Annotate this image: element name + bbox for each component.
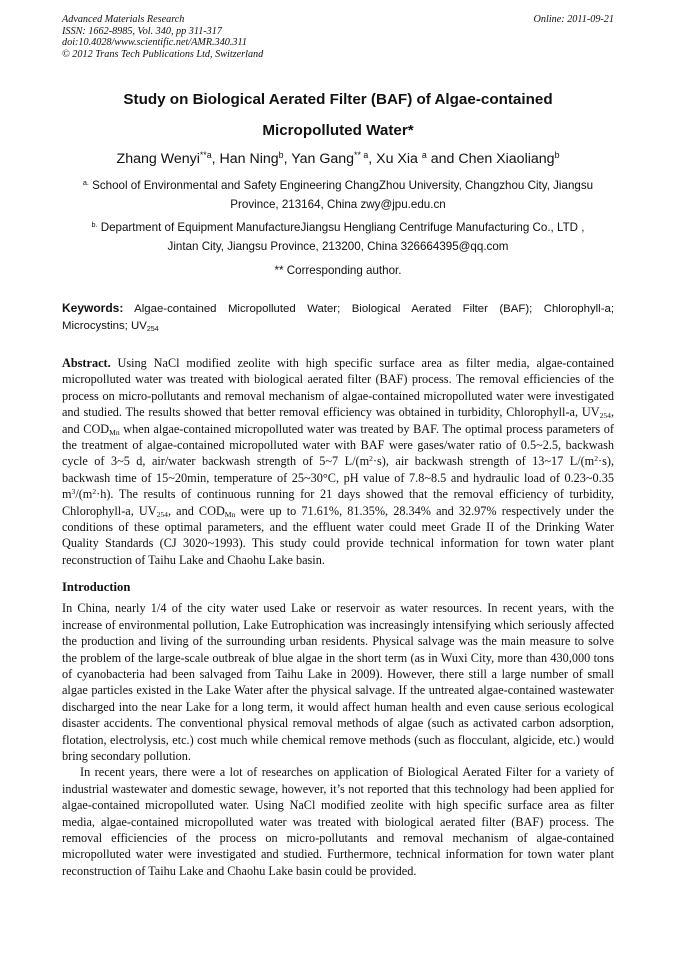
affiliation-text: School of Environmental and Safety Engineering ChangZhou University, Changzhou City, Jiangsu xyxy=(88,179,594,192)
abstract-subscript: Mn xyxy=(224,509,236,519)
online-date: Online: 2011-09-21 xyxy=(533,14,614,25)
author-mark: b xyxy=(554,150,560,161)
affiliation-a xyxy=(62,176,614,214)
abstract-superscript: 2 xyxy=(369,454,373,464)
section-heading-introduction: Introduction xyxy=(62,580,131,595)
abstract-subscript: Mn xyxy=(109,427,120,437)
abstract xyxy=(62,355,614,568)
abstract-superscript: 3 xyxy=(71,487,76,497)
abstract-text: ·s), backwash time of 15~20min, temperature of 25~30°C, pH value of 7.8~8.5 and hydraulic load of 0.23~0.35 m xyxy=(62,454,615,502)
author-name: , Xu Xia xyxy=(368,151,422,167)
affiliation-mark: a. xyxy=(82,178,89,188)
affiliation-text: Department of Equipment ManufactureJiangsu Hengliang Centrifuge Manufacturing Co., LTD , xyxy=(97,221,585,234)
abstract-text: ·h). The results of continuous running for 21 days showed that the removal efficiency of turbidity, Chlorophyll-a, UV xyxy=(62,487,614,518)
affiliation-text: Jintan City, Jiangsu Province, 213200, China 326664395@qq.com xyxy=(167,240,509,253)
affiliation-mark: b. xyxy=(91,220,98,230)
keywords-label: Keywords: xyxy=(62,301,124,315)
issn-line: ISSN: 1662-8985, Vol. 340, pp 311-317 xyxy=(62,25,222,37)
author-list xyxy=(62,148,614,170)
abstract-text: /(m xyxy=(75,487,93,502)
corresponding-author-note: ** Corresponding author. xyxy=(274,264,402,277)
keywords-text: Algae-contained Micropolluted Water; Biological Aerated Filter (BAF); Chlorophyll-a; Microcystins; UV xyxy=(62,303,614,332)
paper-title xyxy=(62,84,614,146)
abstract-text: , and COD xyxy=(62,405,614,436)
abstract-superscript: 2 xyxy=(92,487,97,497)
abstract-text: , and COD xyxy=(167,503,225,518)
author-mark: ** a xyxy=(354,150,369,161)
title-line-2: Micropolluted Water* xyxy=(262,122,414,139)
affiliation-text: Province, 213164, China zwy@jpu.edu.cn xyxy=(230,198,446,211)
keywords-subscript: 254 xyxy=(146,325,159,333)
title-line-1: Study on Biological Aerated Filter (BAF) of Algae-contained xyxy=(123,91,553,108)
copyright-line: © 2012 Trans Tech Publications Ltd, Switzerland xyxy=(62,48,264,60)
abstract-subscript: 254 xyxy=(599,411,611,421)
abstract-text: Using NaCl modified zeolite with high specific surface area as filter media, algae-contained micropolluted water was treated with biological aerated filter (BAF) process. The removal efficiencies of the process on micro-pollutants and removal mechanism of algae-contained micropolluted water were investigated and studied. The results showed that better removal efficiency was obtained in turbidity, Chlorophyll-a, UV xyxy=(62,356,614,420)
abstract-label: Abstract. xyxy=(62,356,111,370)
intro-paragraph-2: In recent years, there were a lot of researches on application of Biological Aerated Filter for a variety of industrial wastewater and domestic sewage, however, it’s not reported that this technology had been applied for algae-contained micropolluted water. Using NaCl modified zeolite with high specific surface area as filter media, algae-contained micropolluted water was treated with biological aerated filter (BAF) process. The removal efficiencies of the process on micro-pollutants and removal mechanism of algae-contained micropolluted water were investigated and studied. Furthermore, technical information for town water plant reconstruction of Taihu Lake and Chaohu Lake basin could be provided. xyxy=(62,765,614,878)
doi-line: doi:10.4028/www.scientific.net/AMR.340.311 xyxy=(62,37,247,48)
journal-header xyxy=(62,14,614,60)
affiliation-b xyxy=(62,218,614,256)
abstract-subscript: 254 xyxy=(156,509,168,519)
journal-name: Advanced Materials Research xyxy=(62,14,185,25)
author-name: , Yan Gang xyxy=(283,151,355,167)
abstract-text: were up to 71.61%, 81.35%, 28.34% and 32.97% respectively under the conditions of these optimal parameters, and the effluent water could meet Grade II of the Drinking Water Quality Standards (CJ 3020~1993). This study could provide technical information for town water plant reconstruction of Taihu Lake and Chaohu Lake basin. xyxy=(62,503,614,567)
keywords xyxy=(62,300,614,335)
author-name: , Han Ning xyxy=(211,151,279,167)
abstract-text: ·s), air backwash strength of 13~17 L/(m xyxy=(372,454,595,469)
abstract-text: when algae-contained micropolluted water was treated by BAF. The optimal process parameters of the treatment of algae-contained micropolluted water with BAF were gases/water ratio of 0.5~2.5, backwash cycle of 3~5 d, air/water backwash strength of 5~7 L/(m xyxy=(62,421,614,469)
author-mark: **a xyxy=(199,150,212,161)
author-name: and Chen Xiaoliang xyxy=(426,151,555,167)
author-name: Zhang Wenyi xyxy=(116,151,200,167)
abstract-superscript: 2 xyxy=(594,454,599,464)
paper-page xyxy=(62,14,614,879)
author-mark: a xyxy=(421,150,427,161)
intro-paragraph-1: In China, nearly 1/4 of the city water used Lake or reservoir as water resources. In recent years, with the increase of environmental pollution, Lake Eutrophication was increasingly intensifying which seriously affected the production and living of the surrounding urban residents. Physical salvage was the main measure to solve the problem of the large-scale outbreak of blue algae in the short term (as in Wuxi City, more than 430,000 tons of cyanobacteria had been salvaged from Taihu Lake in 2009). However, there still a large number of small algae particles existed in the Lake Water after the physical salvage. If the untreated algae-contained wastewater discharged into the near Lake for a long term, it would affect human health and even cause serious ecological disaster accidents. The conventional physical removal methods of algae (such as activated carbon adsorption, flotation, electrolysis, etc.) cost much while chemical remove methods (such as flocculant, algicide, etc.) would bring secondary pollution. xyxy=(62,601,614,763)
author-mark: b xyxy=(278,150,284,161)
